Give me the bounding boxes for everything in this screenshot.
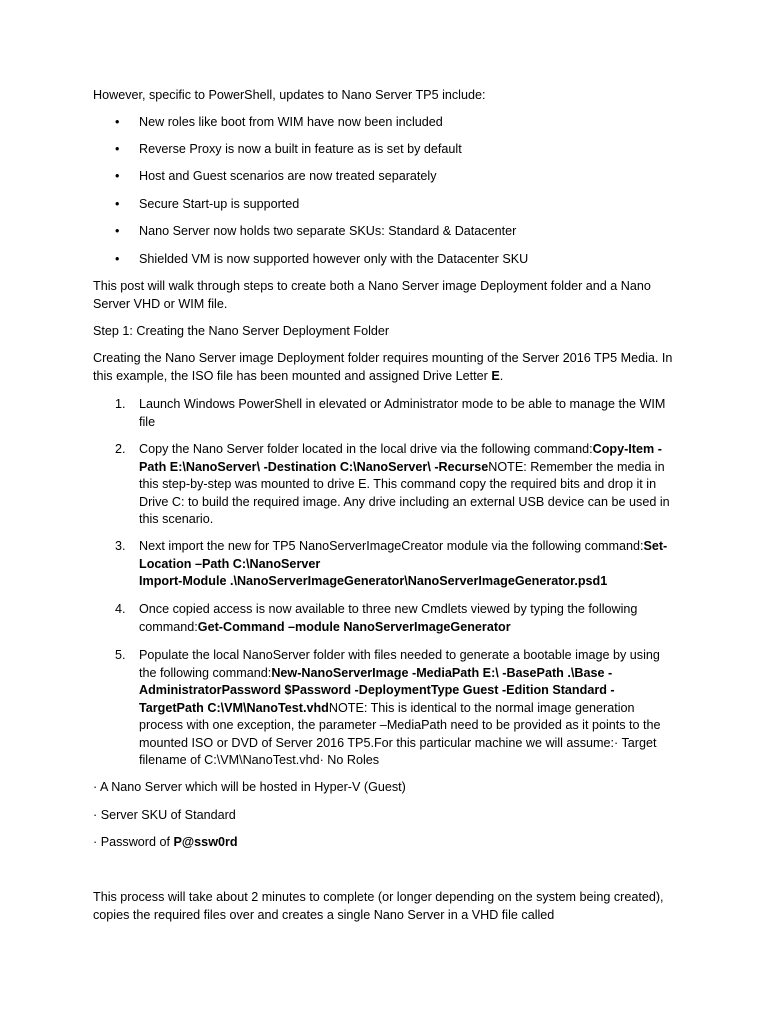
step1-intro-paragraph	[93, 350, 683, 385]
step-text-pre: Copy the Nano Server folder located in the local drive via the following command:	[139, 442, 593, 456]
drive-letter: E	[491, 368, 500, 383]
password-label: · Password of	[93, 835, 174, 849]
bullet-text: Reverse Proxy is now a built in feature as is set by default	[139, 142, 462, 156]
step-text	[139, 538, 679, 591]
bullet-text: Host and Guest scenarios are now treated separately	[139, 169, 437, 183]
step-number: 1.	[115, 397, 126, 411]
step-text-pre: Populate the local NanoServer folder with files needed to generate a bootable image by using the following command:	[139, 648, 660, 680]
command-text: Get-Command –module NanoServerImageGenerator	[197, 619, 511, 634]
step-text-pre: Once copied access is now available to three new Cmdlets viewed by typing the following command:	[139, 602, 638, 634]
bullet-icon: •	[115, 224, 120, 238]
assume-item: · Server SKU of Standard	[93, 808, 236, 822]
intro-paragraph: However, specific to PowerShell, updates to Nano Server TP5 include:	[93, 88, 486, 102]
step-number: 4.	[115, 602, 126, 616]
step-text	[139, 441, 679, 529]
command-text: Set-Location –Path C:\NanoServer	[139, 539, 668, 571]
bullet-text: Secure Start-up is supported	[139, 197, 300, 211]
step-text	[139, 647, 679, 770]
step1-intro-end: .	[499, 368, 504, 383]
step-note: NOTE: This is identical to the normal image generation process with one exception, the parameter –MediaPath need to be provided as it points to the mounted ISO or DVD of Server 2016 TP5.For this particular machine we will assume:· Target filename of C:\VM\NanoTest.vhd· No Roles	[139, 700, 661, 767]
step-text	[139, 601, 679, 636]
bullet-icon: •	[115, 169, 120, 183]
assume-item: · A Nano Server which will be hosted in Hyper-V (Guest)	[93, 780, 406, 794]
closing-paragraph: This process will take about 2 minutes to complete (or longer depending on the system being created), copies the required files over and creates a single Nano Server in a VHD file called	[93, 890, 664, 922]
bullet-text: Shielded VM is now supported however only with the Datacenter SKU	[139, 252, 529, 266]
step1-heading: Step 1: Creating the Nano Server Deployment Folder	[93, 324, 390, 338]
step-number: 2.	[115, 442, 126, 456]
bullet-icon: •	[115, 252, 120, 266]
bullet-icon: •	[115, 115, 120, 129]
step-text: Launch Windows PowerShell in elevated or Administrator mode to be able to manage the WIM file	[139, 397, 666, 429]
step-note: NOTE: Remember the media in this step-by-step was mounted to drive E. This command copy the required bits and drop it in Drive C: to build the required image. Any drive including an external USB device can be used in this scenario.	[139, 459, 670, 526]
step1-intro-text: Creating the Nano Server image Deployment folder requires mounting of the Server 2016 TP5 Media. In this example, the ISO file has been mounted and assigned Drive Letter	[93, 351, 673, 383]
command-text: Import-Module .\NanoServerImageGenerator\NanoServerImageGenerator.psd1	[139, 574, 608, 588]
step-number: 5.	[115, 648, 126, 662]
command-text: Copy-Item -Path E:\NanoServer\ -Destination C:\NanoServer\ -Recurse	[139, 442, 662, 474]
bullet-icon: •	[115, 197, 120, 211]
command-text: New-NanoServerImage -MediaPath E:\ -BasePath .\Base -AdministratorPassword $Password -DeploymentType Guest -Edition Standard -TargetPath C:\VM\NanoTest.vhd	[139, 665, 615, 715]
bullet-text: New roles like boot from WIM have now been included	[139, 115, 443, 129]
step-number: 3.	[115, 539, 126, 553]
password-line	[93, 834, 683, 852]
bullet-icon: •	[115, 142, 120, 156]
bullet-text: Nano Server now holds two separate SKUs: Standard & Datacenter	[139, 224, 517, 238]
step-text-pre: Next import the new for TP5 NanoServerImageCreator module via the following command:	[139, 539, 644, 553]
walkthrough-paragraph: This post will walk through steps to create both a Nano Server image Deployment folder and a Nano Server VHD or WIM file.	[93, 279, 651, 311]
password-value: P@ssw0rd	[173, 835, 238, 849]
